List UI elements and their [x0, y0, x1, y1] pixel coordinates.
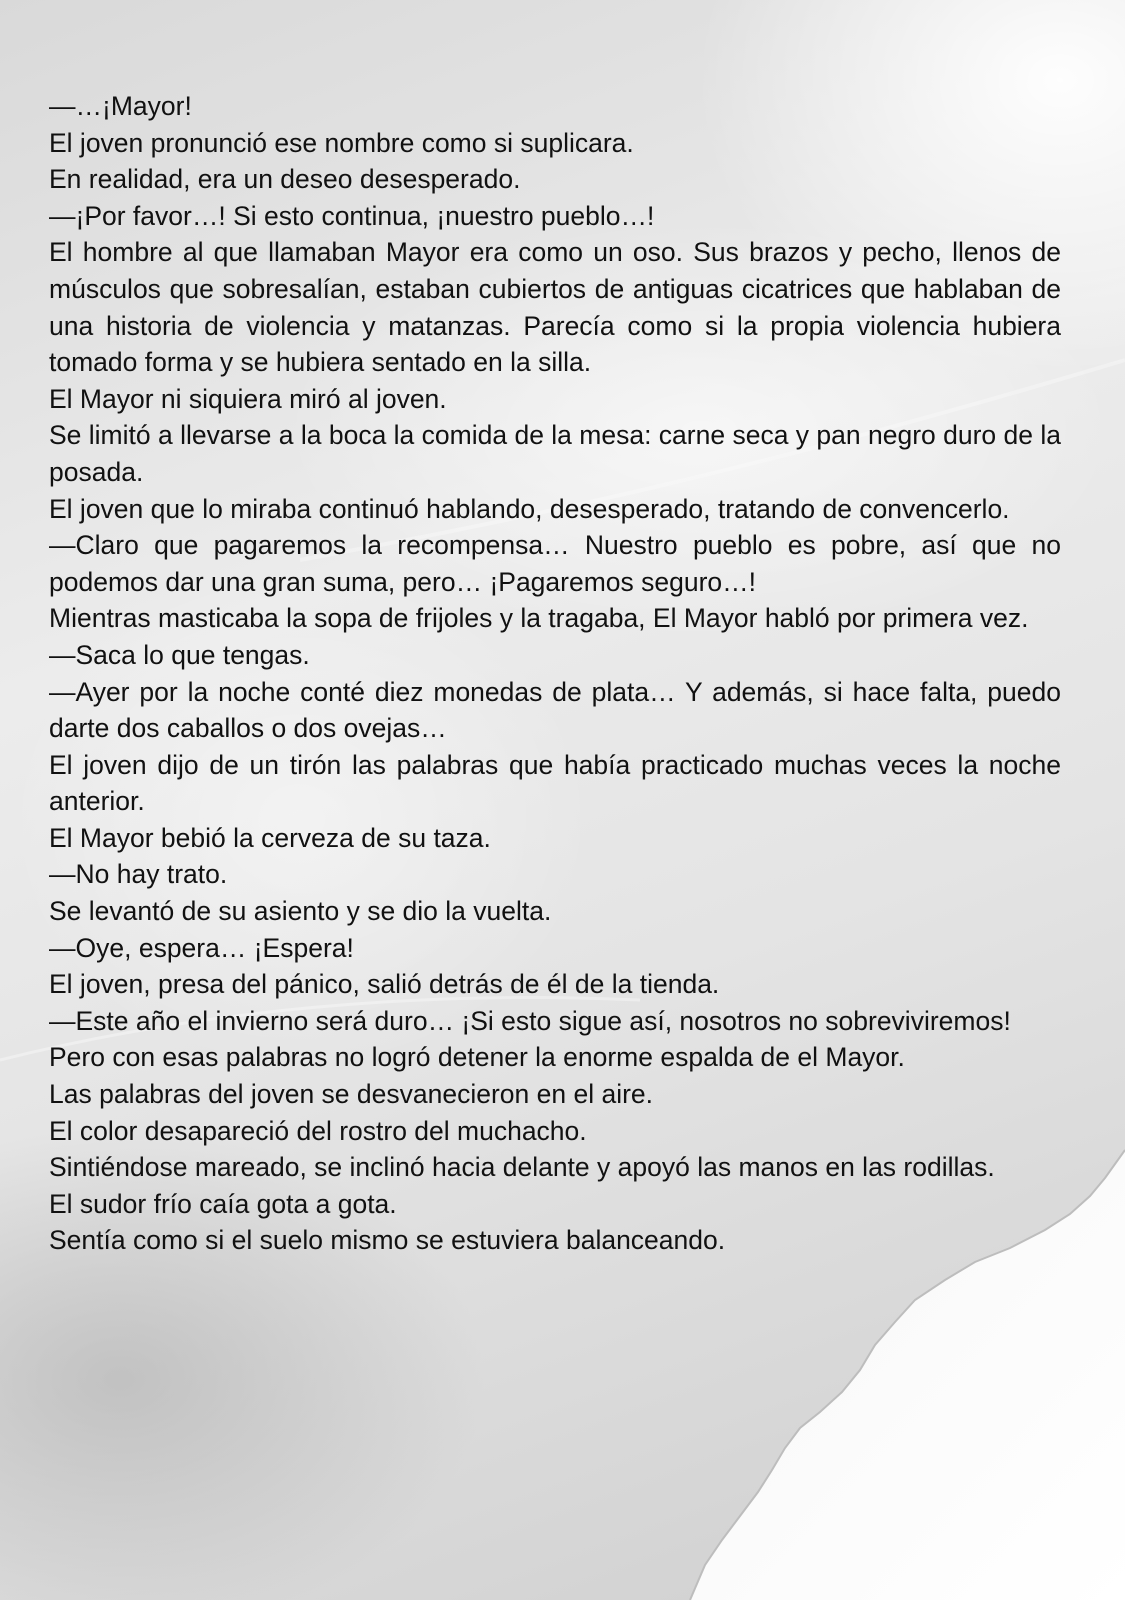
text-paragraph: —Este año el invierno será duro… ¡Si esto sigue así, nosotros no sobreviviremos! [49, 1005, 1011, 1036]
text-line: Sentía como si el suelo mismo se estuviera balanceando. [49, 1225, 726, 1256]
text-paragraph: Sintiéndose mareado, se inclinó hacia delante y apoyó las manos en las rodillas. [49, 1152, 995, 1183]
story-text [49, 88, 1061, 1259]
text-line: El Mayor ni siquiera miró al joven. [49, 383, 447, 414]
text-line: —¡Por favor…! Si esto continua, ¡nuestro pueblo…! [49, 200, 655, 231]
text-line: —No hay trato. [49, 859, 228, 890]
text-line: Se levantó de su asiento y se dio la vuelta. [49, 896, 552, 927]
text-line: El Mayor bebió la cerveza de su taza. [49, 822, 491, 853]
text-paragraph: El joven que lo miraba continuó hablando, desesperado, tratando de convencerlo. [49, 493, 1010, 524]
text-paragraph: El hombre al que llamaban Mayor era como un oso. Sus brazos y pecho, llenos de músculos que sobresalían, estaban cubiertos de antiguas cicatrices que hablaban de una historia de violencia y matanzas. Parecía como si la propia violencia hubiera tomado forma y se hubiera sentado en la silla. [49, 237, 1061, 378]
text-line: Pero con esas palabras no logró detener la enorme espalda de el Mayor. [49, 1042, 905, 1073]
text-paragraph: —Claro que pagaremos la recompensa… Nuestro pueblo es pobre, así que no podemos dar una gran suma, pero… ¡Pagaremos seguro…! [49, 530, 1061, 597]
text-line: El joven pronunció ese nombre como si suplicara. [49, 127, 634, 158]
text-paragraph: Se limitó a llevarse a la boca la comida de la mesa: carne seca y pan negro duro de la posada. [49, 420, 1061, 487]
text-line: En realidad, era un deseo desesperado. [49, 164, 521, 195]
text-line: El color desapareció del rostro del muchacho. [49, 1115, 587, 1146]
text-line: El joven, presa del pánico, salió detrás de él de la tienda. [49, 969, 720, 1000]
text-paragraph: Mientras masticaba la sopa de frijoles y la tragaba, El Mayor habló por primera vez. [49, 603, 1029, 634]
text-paragraph: El joven dijo de un tirón las palabras que había practicado muchas veces la noche anterior. [49, 749, 1061, 817]
text-line: —Saca lo que tengas. [49, 639, 310, 670]
text-line: Las palabras del joven se desvanecieron en el aire. [49, 1079, 654, 1110]
text-line: El sudor frío caía gota a gota. [49, 1188, 397, 1219]
text-paragraph: —Ayer por la noche conté diez monedas de plata… Y además, si hace falta, puedo darte dos caballos o dos ovejas… [49, 676, 1061, 744]
text-line: —Oye, espera… ¡Espera! [49, 932, 354, 963]
text-line: —…¡Mayor! [49, 91, 192, 121]
